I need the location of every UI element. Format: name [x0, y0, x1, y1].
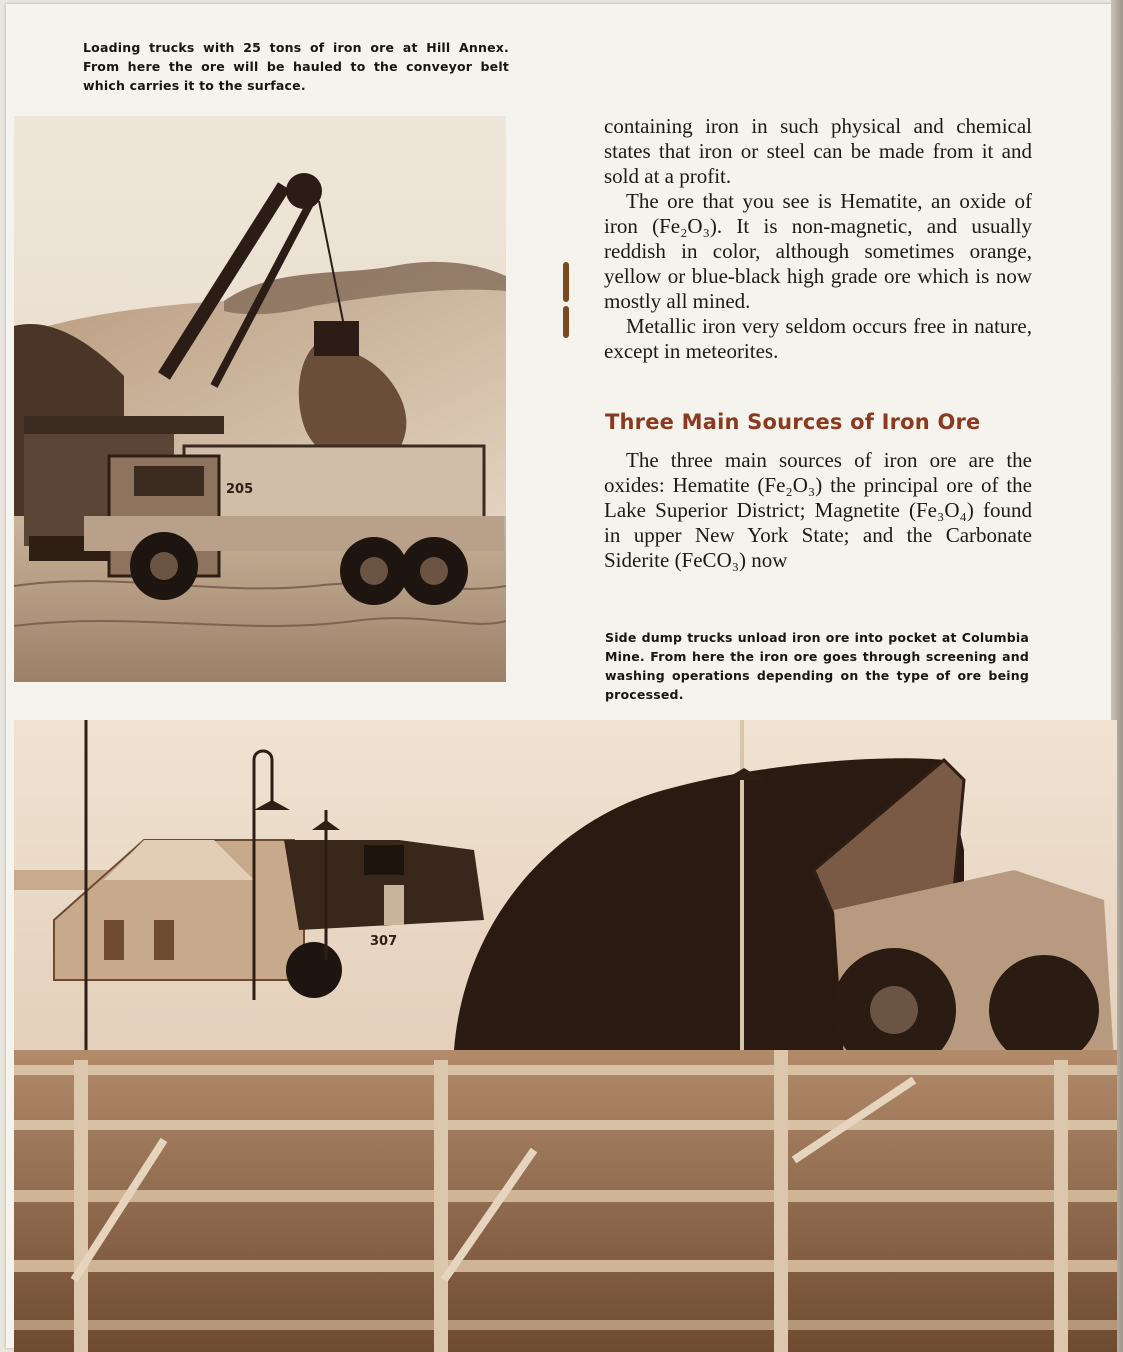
top-photo-caption: Loading trucks with 25 tons of iron ore at Hill Annex. From here the ore will be hauled to the conveyor belt which carries it to the surface. [83, 40, 509, 93]
paragraph-metallic-iron: Metallic iron very seldom occurs free in nature, except in meteorites. [604, 314, 1032, 363]
paragraph-sources: The three main sources of iron ore are the oxides: Hematite (Fe₂O₃) the principal ore of the Lake Superior District; Magnetite (Fe₃O₄) found in upper New York State; and the Carbonate Siderite (FeCO₃) now [604, 448, 1032, 572]
truck-number-bottom: 307 [370, 934, 398, 949]
section-heading: Three Main Sources of Iron Ore [605, 410, 981, 434]
truck-number-top: 205 [226, 482, 254, 497]
binding-staple-mark [563, 306, 569, 338]
photo-loading-trucks [14, 116, 506, 682]
paragraph-hematite: The ore that you see is Hematite, an oxide of iron (Fe₂O₃). It is non-magnetic, and usually reddish in color, although sometimes orange, yellow or blue-black high grade ore which is now mostly all mined. [604, 189, 1032, 313]
intro-text [604, 114, 1032, 364]
photo-side-dump-trucks [14, 720, 1117, 1352]
paragraph-ore-definition: containing iron in such physical and chemical states that iron or steel can be made from it and sold at a profit. [604, 114, 1032, 188]
sources-text [604, 448, 1032, 573]
bottom-photo-caption: Side dump trucks unload iron ore into pocket at Columbia Mine. From here the iron ore goes through screening and washing operations depending on the type of ore being processed. [605, 630, 1029, 702]
binding-staple-mark [563, 262, 569, 302]
